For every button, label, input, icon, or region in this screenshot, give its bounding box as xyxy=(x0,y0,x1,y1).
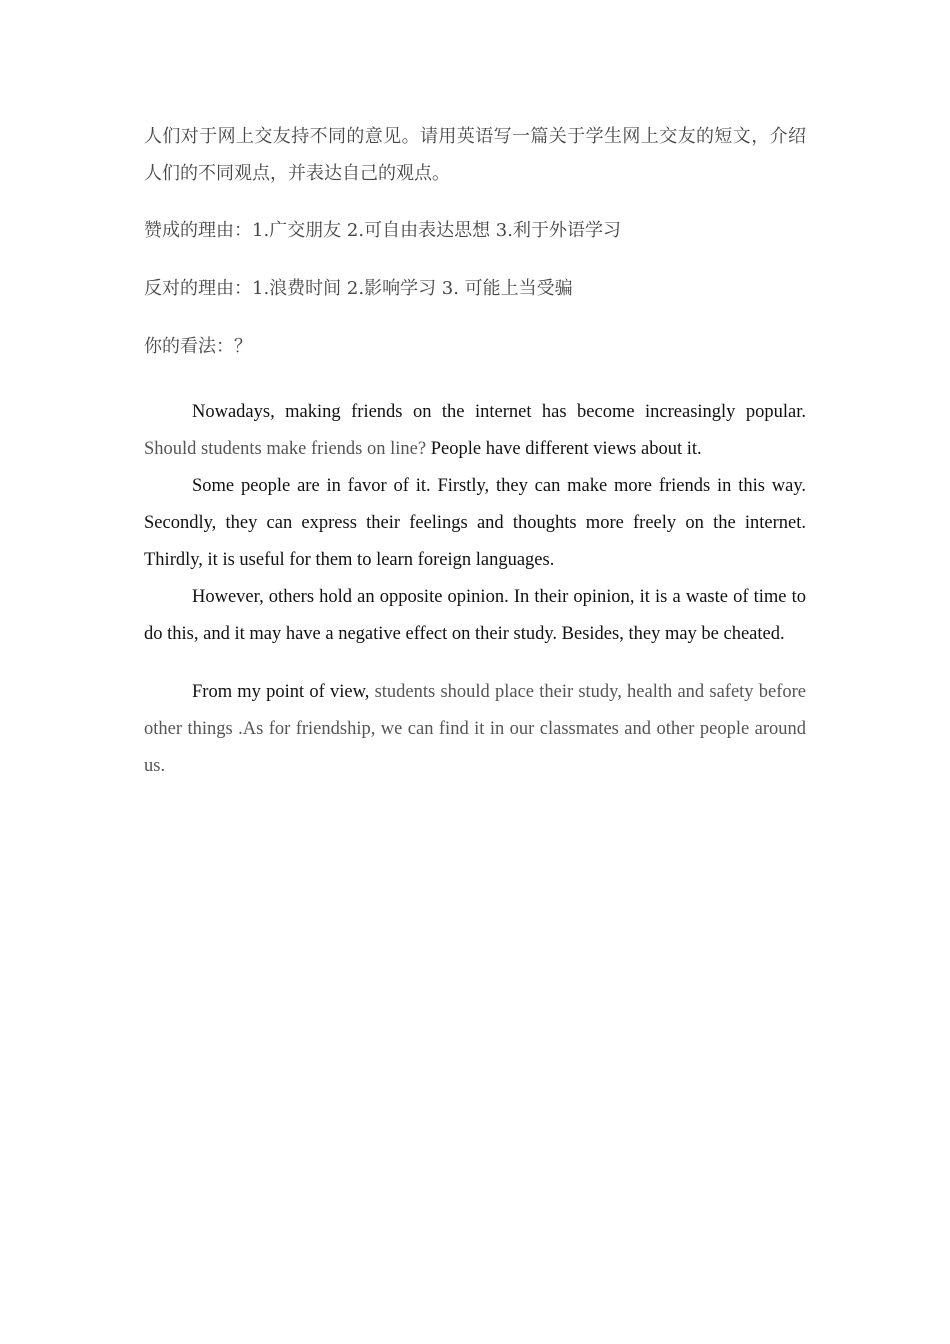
essay-paragraph-4 xyxy=(144,674,806,785)
essay-p1-question: Should students make friends on line? xyxy=(144,439,427,459)
essay-paragraph-2: Some people are in favor of it. Firstly, they can make more friends in this way. Secondly, they can express their feelings and thoughts more freely on the internet. Thirdly, it is useful for them to learn foreign languages. xyxy=(144,476,806,570)
essay-paragraph-1 xyxy=(144,394,806,468)
essay-p4-lead: From my point of view, xyxy=(192,682,370,702)
essay-paragraph-3: However, others hold an opposite opinion. In their opinion, it is a waste of time to do this, and it may have a negative effect on their study. Besides, they may be cheated. xyxy=(144,587,806,644)
writing-prompt: 人们对于网上交友持不同的意见。请用英语写一篇关于学生网上交友的短文，介绍人们的不同观点，并表达自己的观点。 xyxy=(144,126,806,184)
essay-p1-views: People have different views about it. xyxy=(426,439,702,459)
reasons-against: 反对的理由：1.浪费时间 2.影响学习 3. 可能上当受骗 xyxy=(144,278,573,299)
reasons-for: 赞成的理由：1.广交朋友 2.可自由表达思想 3.利于外语学习 xyxy=(144,220,621,241)
essay-p1-intro: Nowadays, making friends on the internet has become increasingly popular. xyxy=(192,402,806,422)
essay-p4-body: students should place their study, health and safety before other things .As for friendship, we can find it in our classmates and other people around us. xyxy=(144,682,806,776)
document-body xyxy=(144,118,806,785)
your-view-prompt: 你的看法：？ xyxy=(144,336,252,357)
